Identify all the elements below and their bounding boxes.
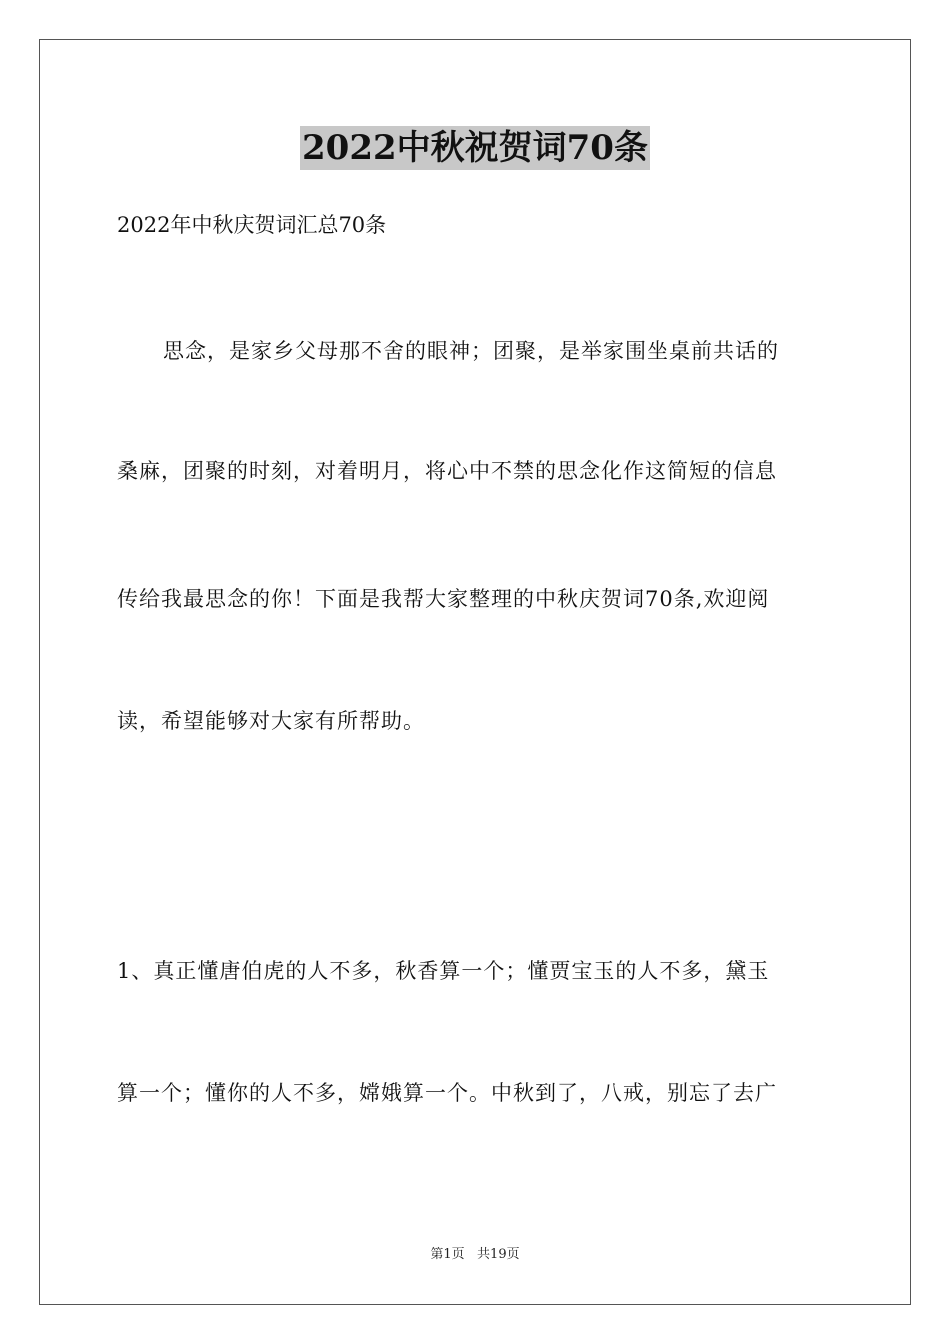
page-number: 第1页 共19页 — [430, 1247, 520, 1262]
paragraph-line-2: 桑麻，团聚的时刻，对着明月，将心中不禁的思念化作这简短的信息 — [117, 459, 777, 483]
document-subtitle: 2022年中秋庆贺词汇总70条 — [117, 213, 387, 237]
list-item-1-line-2: 算一个；懂你的人不多，嫦娥算一个。中秋到了，八戒，别忘了去广 — [117, 1081, 777, 1105]
paragraph-line-1: 思念，是家乡父母那不舍的眼神；团聚，是举家围坐桌前共话的 — [163, 339, 779, 363]
title-container — [0, 126, 950, 170]
document-title: 2022中秋祝贺词70条 — [302, 128, 648, 168]
paragraph-line-3: 传给我最思念的你！下面是我帮大家整理的中秋庆贺词70条,欢迎阅 — [117, 587, 770, 611]
paragraph-line-4: 读，希望能够对大家有所帮助。 — [117, 709, 425, 733]
list-item-1-line-1: 1、真正懂唐伯虎的人不多，秋香算一个；懂贾宝玉的人不多，黛玉 — [117, 959, 770, 983]
page-footer — [0, 1246, 950, 1264]
